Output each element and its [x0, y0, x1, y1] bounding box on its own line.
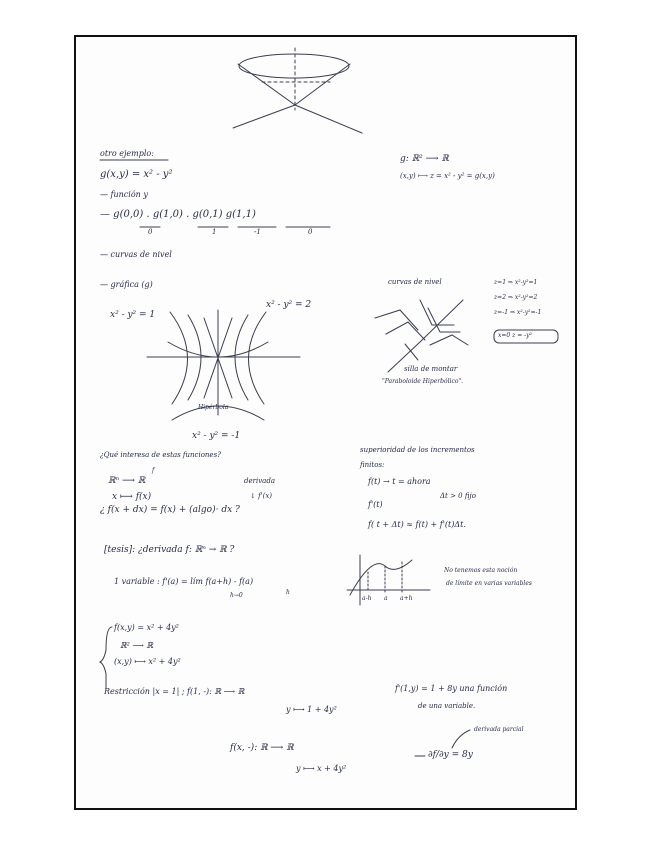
g-map-line-1: g: ℝ² ⟶ ℝ: [400, 154, 449, 164]
fxy-definition: f(x,y) = x² + 4y²: [114, 623, 179, 632]
tick-a-plus-h: a+h: [400, 595, 413, 602]
tesis-line: [tesis]: ¿derivada f: ℝⁿ → ℝ ?: [104, 545, 235, 555]
fx-map: f(x, -): ℝ ⟶ ℝ: [230, 743, 294, 753]
x-map: x ⟼ f(x): [112, 492, 152, 502]
note-line-1: No tenemos esta noción: [444, 567, 518, 574]
fx-rule: y ⟼ x + 4y²: [296, 764, 347, 773]
f-arrow-label: f: [152, 467, 155, 474]
partial-note: derivada parcial: [474, 726, 524, 733]
g-result-1: 0: [148, 228, 153, 236]
restriction-line: Restricción |x = 1| ; f(1, -): ℝ ⟶ ℝ: [104, 687, 245, 696]
ft-line-4: f( t + Δt) ≈ f(t) + f'(t)Δt.: [368, 520, 466, 529]
hyperbola-right-eq: x² - y² = 2: [266, 300, 312, 310]
note-line-2: de límite en varias variables: [446, 580, 532, 587]
hyperbola-left-eq: x² - y² = 1: [110, 310, 156, 320]
level-curves-label: curvas de nivel: [388, 278, 442, 286]
hyperbola-bottom-eq: x² - y² = -1: [192, 431, 241, 441]
ft-line-2: Δt > 0 fijo: [440, 492, 476, 500]
restriction-rule: y ⟼ 1 + 4y²: [286, 705, 337, 714]
tick-a-minus-h: a-h: [362, 595, 372, 602]
level-eq-1: z=1 ⇒ x²-y²=1: [494, 279, 538, 286]
limit-subscript: h→0: [230, 592, 243, 599]
level-eq-4: x=0 z = -y²: [498, 332, 532, 339]
curvas-nivel: — curvas de nivel: [100, 250, 172, 259]
increments-line-2: finitos:: [360, 461, 385, 469]
g-map-line-2: (x,y) ⟼ z = x² - y² = g(x,y): [400, 172, 495, 180]
increments-line-1: superioridad de los incrementos: [360, 446, 475, 454]
function-graph-sketch: [347, 555, 430, 605]
fprime-line-2: de una variable.: [418, 702, 476, 710]
g-result-2: 1: [212, 228, 217, 236]
silla-label-1: silla de montar: [404, 365, 458, 373]
fprime-line-1: f'(1,y) = 1 + 8y una función: [395, 684, 508, 693]
level-eq-2: z=2 ⇒ x²-y²=2: [494, 294, 538, 301]
f-prime-x: ↓ f'(x): [250, 492, 273, 500]
partial-derivative: ∂f/∂y = 8y: [428, 750, 473, 760]
derivada-label: derivada: [244, 477, 275, 485]
level-eq-3: z=-1 ⇒ x²-y²=-1: [494, 309, 542, 316]
g-result-3: -1: [254, 228, 261, 236]
hyperbola-label: Hipérbola: [198, 404, 229, 411]
tick-a: a: [384, 595, 388, 602]
one-variable-line: 1 variable : f'(a) = lím f(a+h) - f(a): [114, 577, 254, 586]
example-heading: otro ejemplo:: [100, 149, 154, 158]
level-curves-sketch: [375, 300, 468, 372]
g-result-4: 0: [308, 228, 313, 236]
silla-label-2: "Paraboloide Hiperbólico".: [382, 378, 464, 385]
ft-line-3: f'(t): [368, 500, 383, 509]
limit-denominator: h: [286, 589, 290, 596]
fxy-domain: ℝ² ⟶ ℝ: [120, 641, 154, 650]
funcion-y: — función y: [100, 190, 148, 199]
brace: [100, 627, 112, 688]
rn-map: ℝⁿ ⟶ ℝ: [108, 476, 146, 486]
partial-arrow: [452, 730, 470, 748]
fxy-rule: (x,y) ⟼ x² + 4y²: [114, 657, 181, 666]
question-line: ¿Qué interesa de estas funciones?: [100, 451, 221, 459]
g-definition: g(x,y) = x² - y²: [100, 169, 173, 180]
saddle-surface-sketch: [233, 48, 362, 133]
increment-question: ¿ f(x + dx) = f(x) + (algo)· dx ?: [100, 505, 240, 515]
grafica: — gráfica (g): [100, 280, 153, 289]
ft-line-1: f(t) → t = ahora: [368, 477, 431, 486]
g-values: — g(0,0) . g(1,0) . g(0,1) g(1,1): [100, 209, 256, 220]
